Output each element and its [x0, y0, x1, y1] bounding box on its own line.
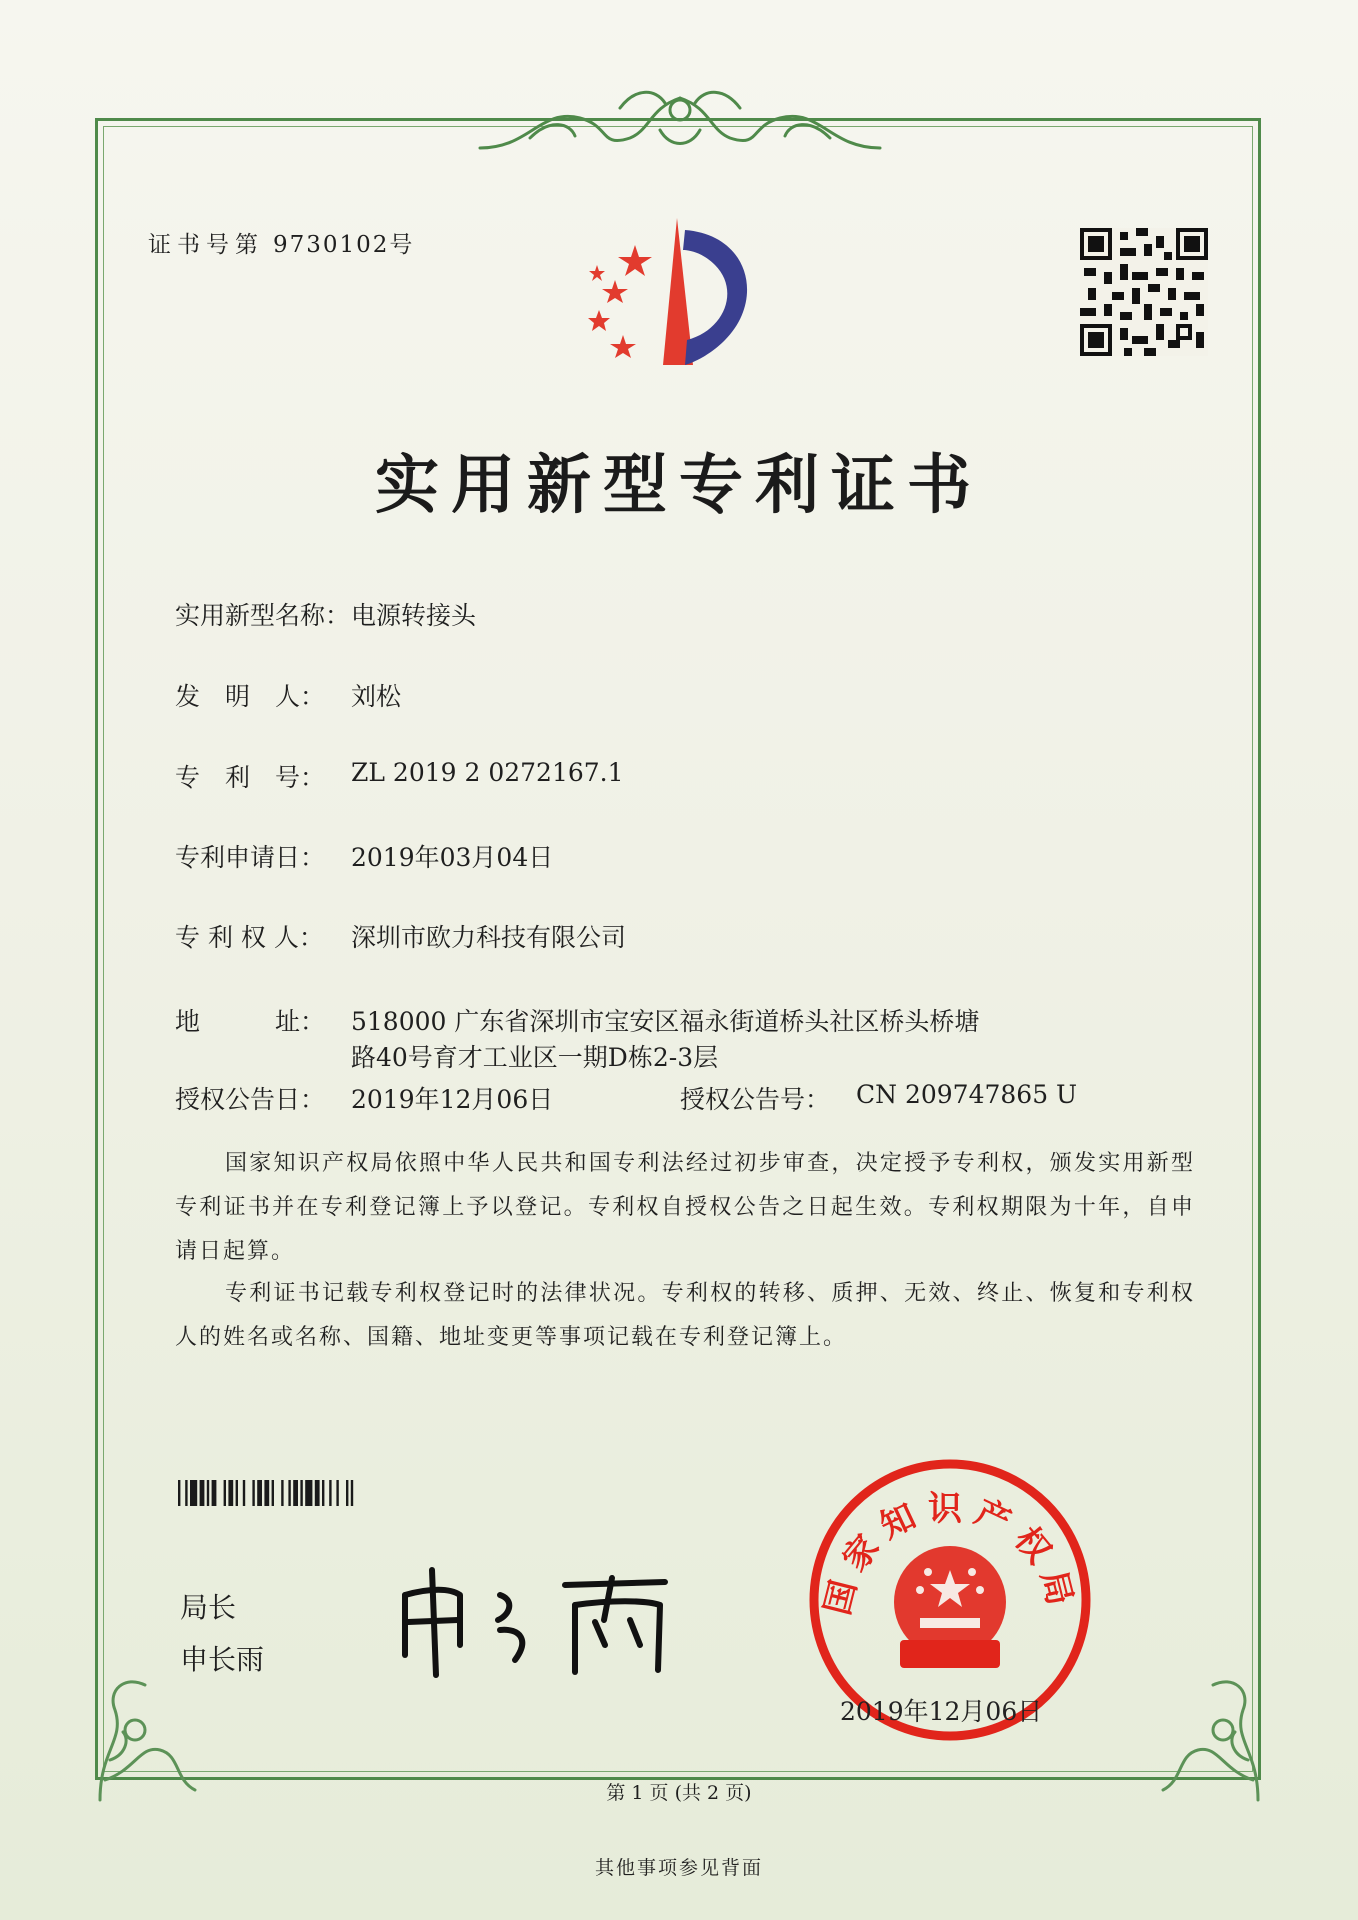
barcode-bar [329, 1480, 331, 1506]
inventor-label: 发 明 人： [175, 682, 326, 711]
barcode-bar [315, 1480, 320, 1506]
patentee-value: 深圳市欧力科技有限公司 [351, 923, 627, 952]
director-title: 局长 [180, 1591, 237, 1624]
barcode-bar [207, 1480, 209, 1506]
barcode-bar [272, 1480, 274, 1506]
barcode-bar [322, 1480, 324, 1506]
top-ornament-icon [470, 78, 890, 168]
patent-number-label: 专 利 号： [175, 763, 326, 792]
barcode-bar [293, 1480, 298, 1506]
model-name-label: 实用新型名称： [175, 601, 351, 630]
barcode-bar [257, 1480, 262, 1506]
barcode-bar [190, 1480, 197, 1506]
barcode-bar [236, 1480, 238, 1506]
address-line-2: 路40号育才工业区一期D栋2-3层 [351, 1043, 719, 1072]
barcode-bar [281, 1480, 283, 1506]
patent-number-value: ZL 2019 2 0272167.1 [351, 758, 624, 787]
address-line-1: 518000 广东省深圳市宝安区福永街道桥头社区桥头桥塘 [351, 1007, 980, 1036]
barcode-bar [178, 1480, 180, 1506]
qr-code-icon[interactable] [1080, 228, 1208, 356]
model-name-value: 电源转接头 [351, 601, 477, 630]
director-name: 申长雨 [180, 1643, 265, 1676]
barcode-bar [224, 1480, 226, 1506]
certificate-number-value: 9730102号 [273, 232, 415, 258]
grant-date-label: 授权公告日： [175, 1085, 326, 1114]
grant-date-value: 2019年12月06日 [351, 1085, 554, 1114]
handwritten-signature [390, 1560, 690, 1680]
barcode-bar [300, 1480, 302, 1506]
application-date-value: 2019年03月04日 [351, 843, 554, 872]
barcode-bar [228, 1480, 233, 1506]
barcode-bar [305, 1480, 312, 1506]
barcode-bar [243, 1480, 245, 1506]
barcode-bar [288, 1480, 290, 1506]
certificate-number-label: 证书号第 [148, 232, 264, 258]
barcode-bar [346, 1480, 348, 1506]
back-note: 其他事项参见背面 [594, 1857, 763, 1879]
certificate-title: 实用新型专利证书 [375, 449, 983, 523]
barcode-bar [351, 1480, 353, 1506]
address-label: 地 址： [175, 1007, 326, 1036]
application-date-label: 专利申请日： [175, 843, 326, 872]
barcode-bar [336, 1480, 338, 1506]
barcode-bar [264, 1480, 269, 1506]
barcode-icon [178, 1480, 514, 1506]
paragraph-grant-statement: 国家知识产权局依照中华人民共和国专利法经过初步审查，决定授予专利权，颁发实用新型专利证书并在专利登记簿上予以登记。专利权自授权公告之日起生效。专利权期限为十年，自申请日起算。 [175, 1151, 1195, 1264]
barcode-bar [212, 1480, 217, 1506]
barcode-bar [200, 1480, 205, 1506]
seal-text: 国家知识产权局 [817, 1489, 1083, 1620]
barcode-bar [185, 1480, 187, 1506]
patent-office-emblem-icon [575, 210, 775, 375]
inventor-value: 刘松 [351, 682, 402, 711]
patentee-label: 专 利 权 人： [175, 923, 324, 952]
seal-date: 2019年12月06日 [840, 1697, 1043, 1726]
barcode-bar [252, 1480, 254, 1506]
paragraph-legal-status: 专利证书记载专利权登记时的法律状况。专利权的转移、质押、无效、终止、恢复和专利权人的姓名或名称、国籍、地址变更等事项记载在专利登记簿上。 [175, 1281, 1195, 1350]
grant-number-label: 授权公告号： [680, 1085, 831, 1114]
page-number: 第 1 页 (共 2 页) [606, 1782, 752, 1804]
grant-number-value: CN 209747865 U [856, 1080, 1078, 1109]
